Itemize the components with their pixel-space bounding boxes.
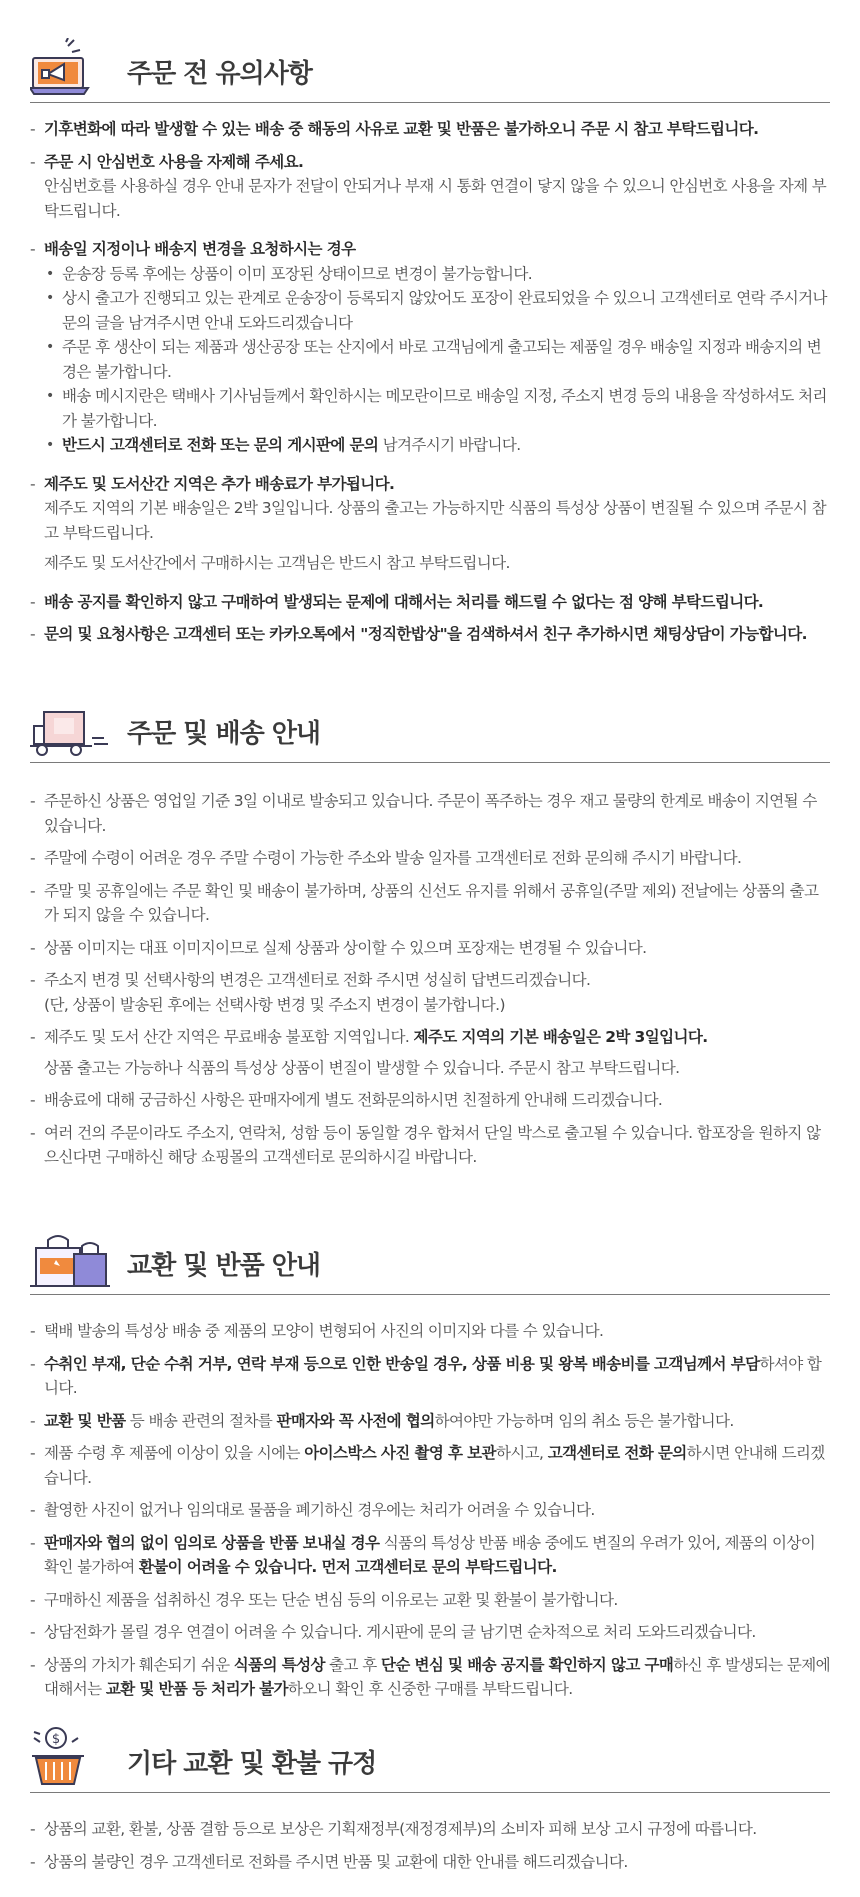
list-item: - 상담전화가 몰릴 경우 연결이 어려울 수 있습니다. 게시판에 문의 글 남기면 순차적으로 처리 도와드리겠습니다. [30, 1620, 830, 1645]
list-item: - 상품 이미지는 대표 이미지이므로 실제 상품과 상이할 수 있으며 포장재는 변경될 수 있습니다. [30, 936, 830, 961]
bullet-item: • 상시 출고가 진행되고 있는 관계로 운송장이 등록되지 않았어도 포장이 완료되었을 수 있으니 고객센터로 연락 주시거나 문의 글을 남겨주시면 안내 도와드리겠습니다 [46, 286, 830, 335]
section-header [30, 1720, 830, 1793]
list-item: - 주소지 변경 및 선택사항의 변경은 고객센터로 전화 주시면 성실히 답변드리겠습니다. (단, 상품이 발송된 후에는 선택사항 변경 및 주소지 변경이 불가합니다.) [30, 968, 830, 1017]
list-item: - 기후변화에 따라 발생할 수 있는 배송 중 해동의 사유로 교환 및 반품은 불가하오니 주문 시 참고 부탁드립니다. [30, 117, 830, 142]
list-item: - 배송일 지정이나 배송지 변경을 요청하시는 경우 • 운송장 등록 후에는 상품이 이미 포장된 상태이므로 변경이 불가능합니다. • 상시 출고가 진행되고 있는 관계로 운송장이 등록되지 않았어도 포장이 완료되었을 수 있으니 고객센터로 연락 주시거나 문의 글을 남겨주시면 안내 도와드리겠습니다 • 주문 후 생산이 되는 제품과 생산공장 또는 산지에서 바로 고객님에게 출고되는 제품일 경우 배송일 지정과 배송지의 변경은 불가합니다. • 배송 메시지란은 택배사 기사님들께서 확인하시는 메모란이므로 배송일 지정, 주소지 변경 등의 내용을 작성하셔도 처리가 불가합니다. • 반드시 고객센터로 전화 또는 문의 게시판에 문의 남겨주시기 바랍니다. [30, 237, 830, 458]
list-item: - 상품의 교환, 환불, 상품 결함 등으로 보상은 기획재정부(재정경제부)의 소비자 피해 보상 고시 규정에 따릅니다. [30, 1817, 830, 1842]
section-title: 주문 전 유의사항 [127, 59, 312, 89]
list-item: - 촬영한 사진이 없거나 임의대로 물품을 폐기하신 경우에는 처리가 어려울 수 있습니다. [30, 1498, 830, 1523]
section-title: 기타 교환 및 환불 규정 [127, 1749, 377, 1779]
list-item: - 상품의 가치가 훼손되기 쉬운 식품의 특성상 출고 후 단순 변심 및 배송 공지를 확인하지 않고 구매하신 후 발생되는 문제에 대해서는 교환 및 반품 등 처리가 불가하오니 확인 후 신중한 구매를 부탁드립니다. [30, 1653, 830, 1702]
list-item: - 구매하신 제품을 섭취하신 경우 또는 단순 변심 등의 이유로는 교환 및 환불이 불가합니다. [30, 1588, 830, 1613]
bullet-item: • 반드시 고객센터로 전화 또는 문의 게시판에 문의 남겨주시기 바랍니다. [46, 433, 830, 458]
list-item: - 주말 및 공휴일에는 주문 확인 및 배송이 불가하며, 상품의 신선도 유지를 위해서 공휴일(주말 제외) 전날에는 상품의 출고가 되지 않을 수 있습니다. [30, 879, 830, 928]
delivery-truck-icon [30, 708, 110, 758]
list-item: - 배송료에 대해 궁금하신 사항은 판매자에게 별도 전화문의하시면 친절하게 안내해 드리겠습니다. [30, 1088, 830, 1113]
list-item: - 수취인 부재, 단순 수취 거부, 연락 부재 등으로 인한 반송일 경우, 상품 비용 및 왕복 배송비를 고객님께서 부담하셔야 합니다. [30, 1352, 830, 1401]
list-item: - 주문 시 안심번호 사용을 자제해 주세요. 안심번호를 사용하실 경우 안내 문자가 전달이 안되거나 부재 시 통화 연결이 닿지 않을 수 있으니 안심번호 사용을 자제 부탁드립니다. [30, 150, 830, 224]
megaphone-laptop-icon [30, 38, 92, 98]
section-return-info [30, 1222, 830, 1710]
bullet-item: • 운송장 등록 후에는 상품이 이미 포장된 상태이므로 변경이 불가능합니다. [46, 262, 830, 287]
list-item: - 문의 및 요청사항은 고객센터 또는 카카오톡에서 "정직한밥상"을 검색하셔서 친구 추가하시면 채팅상담이 가능합니다. [30, 622, 830, 647]
section-title: 주문 및 배송 안내 [127, 719, 320, 749]
list-item: - 배송 공지를 확인하지 않고 구매하여 발생되는 문제에 대해서는 처리를 해드릴 수 없다는 점 양해 부탁드립니다. [30, 590, 830, 615]
list-item: - 여러 건의 주문이라도 주소지, 연락처, 성함 등이 동일할 경우 합쳐서 단일 박스로 출고될 수 있습니다. 합포장을 원하지 않으신다면 구매하신 해당 쇼핑몰의 고객센터로 문의하시길 바랍니다. [30, 1121, 830, 1170]
list-item: - 제주도 및 도서 산간 지역은 무료배송 불포함 지역입니다. 제주도 지역의 기본 배송일은 2박 3일입니다. 상품 출고는 가능하나 식품의 특성상 상품이 변질이 발생할 수 있습니다. 주문시 참고 부탁드립니다. [30, 1025, 830, 1080]
list-item: - 제품 수령 후 제품에 이상이 있을 시에는 아이스박스 사진 촬영 후 보관하시고, 고객센터로 전화 문의하시면 안내해 드리겠습니다. [30, 1441, 830, 1490]
list-item: - 주문하신 상품은 영업일 기준 3일 이내로 발송되고 있습니다. 주문이 폭주하는 경우 재고 물량의 한계로 배송이 지연될 수 있습니다. [30, 789, 830, 838]
section-refund-rules [30, 1720, 830, 1882]
section-header [30, 690, 830, 763]
list-item: - 상품의 불량인 경우 고객센터로 전화를 주시면 반품 및 교환에 대한 안내를 해드리겠습니다. [30, 1850, 830, 1875]
section-title: 교환 및 반품 안내 [127, 1251, 320, 1281]
list-item: - 택배 발송의 특성상 배송 중 제품의 모양이 변형되어 사진의 이미지와 다를 수 있습니다. [30, 1319, 830, 1344]
shopping-bags-icon [30, 1232, 112, 1290]
section-delivery-info [30, 690, 830, 1178]
list-item: - 제주도 및 도서산간 지역은 추가 배송료가 부가됩니다. 제주도 지역의 기본 배송일은 2박 3일입니다. 상품의 출고는 가능하지만 식품의 특성상 상품이 변질될 수 있으며 주문시 참고 부탁드립니다. 제주도 및 도서산간에서 구매하시는 고객님은 반드시 참고 부탁드립니다. [30, 472, 830, 576]
svg-text:$: $ [51, 1732, 61, 1747]
bullet-item: • 주문 후 생산이 되는 제품과 생산공장 또는 산지에서 바로 고객님에게 출고되는 제품일 경우 배송일 지정과 배송지의 변경은 불가합니다. [46, 335, 830, 384]
list-item: - 교환 및 반품 등 배송 관련의 절차를 판매자와 꼭 사전에 협의하여야만 가능하며 임의 취소 등은 불가합니다. [30, 1409, 830, 1434]
section-header [30, 30, 830, 103]
list-item: - 판매자와 협의 없이 임의로 상품을 반품 보내실 경우 식품의 특성상 반품 배송 중에도 변질의 우려가 있어, 제품의 이상이 확인 불가하여 환불이 어려울 수 있습니다. 먼저 고객센터로 문의 부탁드립니다. [30, 1531, 830, 1580]
section-header [30, 1222, 830, 1295]
list-item: - 주말에 수령이 어려운 경우 주말 수령이 가능한 주소와 발송 일자를 고객센터로 전화 문의해 주시기 바랍니다. [30, 846, 830, 871]
section-order-notice [30, 30, 830, 655]
bullet-item: • 배송 메시지란은 택배사 기사님들께서 확인하시는 메모란이므로 배송일 지정, 주소지 변경 등의 내용을 작성하셔도 처리가 불가합니다. [46, 384, 830, 433]
money-basket-icon [30, 1724, 92, 1788]
